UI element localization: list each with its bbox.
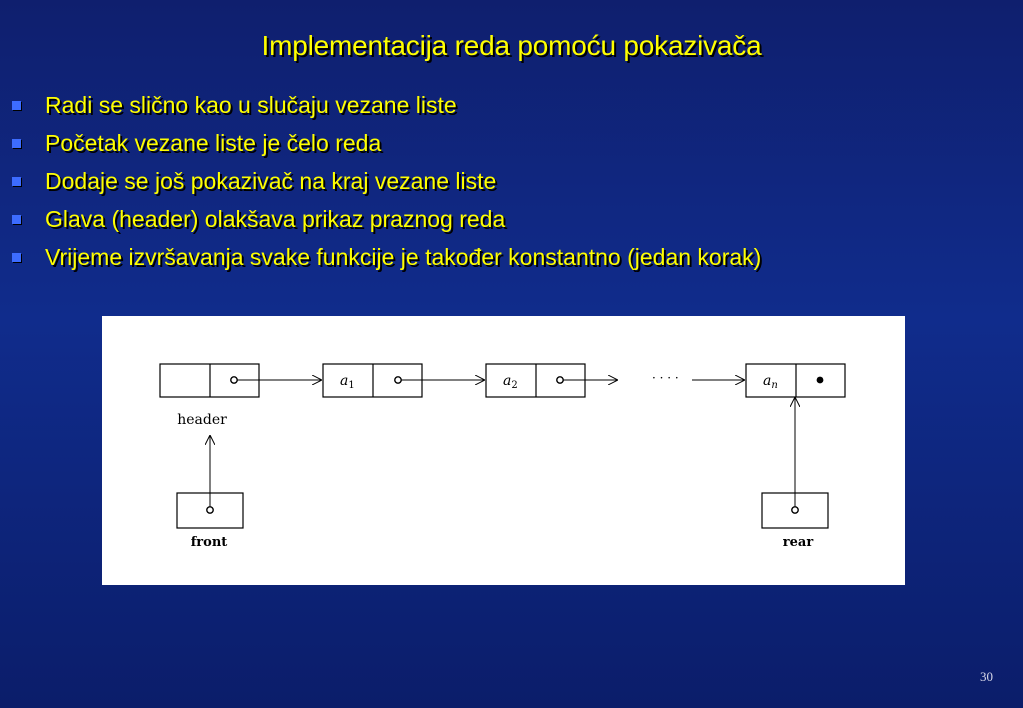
node-an: [746, 364, 845, 397]
node-an-label: a: [763, 373, 772, 389]
bullet-item: [12, 238, 761, 276]
null-pointer-dot: [817, 377, 824, 384]
svg-text:a1: [340, 373, 355, 391]
node-a1-label: a: [340, 373, 349, 389]
node-a1-subscript: 1: [348, 380, 355, 391]
bullet-text: Početak vezane liste je čelo reda: [45, 129, 382, 156]
bullet-item: [12, 200, 761, 238]
slide-title: Implementacija reda pomoću pokazivača: [261, 30, 762, 61]
linked-queue-diagram: [102, 316, 905, 585]
front-label: front: [190, 535, 228, 550]
page-number: 30: [980, 669, 993, 684]
node-a2-label: a: [503, 373, 512, 389]
bullet-text: Radi se slično kao u slučaju vezane liste: [45, 91, 457, 118]
node-a2-subscript: 2: [511, 380, 518, 391]
bullet-item: [12, 162, 761, 200]
bullet-list: [12, 86, 761, 276]
square-bullet-icon: [12, 253, 21, 262]
square-bullet-icon: [12, 101, 21, 110]
svg-text:a2: [503, 373, 518, 391]
header-label: header: [177, 412, 227, 428]
square-bullet-icon: [12, 139, 21, 148]
node-an-subscript: n: [771, 380, 778, 391]
bullet-text: Glava (header) olakšava prikaz praznog reda: [45, 205, 506, 232]
svg-text:an: [763, 373, 778, 391]
rear-label: rear: [782, 535, 814, 550]
bullet-text: Vrijeme izvršavanja svake funkcije je također konstantno (jedan korak): [45, 243, 762, 270]
bullet-item: [12, 86, 761, 124]
square-bullet-icon: [12, 215, 21, 224]
bullet-text: Dodaje se još pokazivač na kraj vezane liste: [45, 167, 497, 194]
ellipsis: · · · ·: [652, 371, 679, 385]
bullet-item: [12, 124, 761, 162]
square-bullet-icon: [12, 177, 21, 186]
